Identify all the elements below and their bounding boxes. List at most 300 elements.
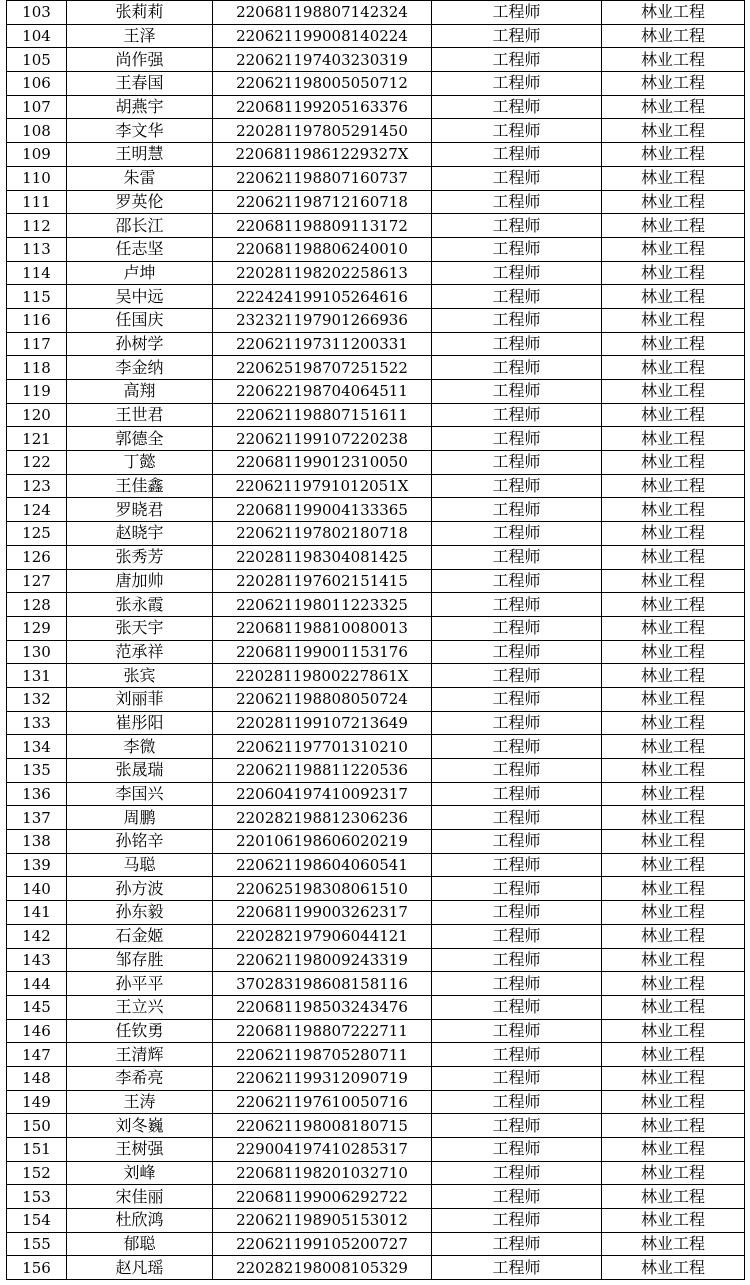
cell-title: 工程师: [432, 616, 602, 640]
cell-id-number: 220621198807160737: [213, 166, 432, 190]
cell-id-number: 220621198905153012: [213, 1209, 432, 1233]
cell-number: 141: [7, 901, 67, 925]
cell-number: 132: [7, 687, 67, 711]
cell-title: 工程师: [432, 143, 602, 167]
cell-number: 111: [7, 190, 67, 214]
cell-id-number: 220681198809113172: [213, 214, 432, 238]
cell-major: 林业工程: [602, 948, 745, 972]
cell-major: 林业工程: [602, 1138, 745, 1162]
table-body: [7, 1, 745, 1280]
cell-number: 117: [7, 332, 67, 356]
table-row: [7, 948, 745, 972]
table-row: [7, 830, 745, 854]
cell-title: 工程师: [432, 806, 602, 830]
cell-major: 林业工程: [602, 1043, 745, 1067]
cell-title: 工程师: [432, 640, 602, 664]
cell-name: 王佳鑫: [67, 474, 213, 498]
cell-id-number: 220681199003262317: [213, 901, 432, 925]
table-row: [7, 711, 745, 735]
cell-major: 林业工程: [602, 640, 745, 664]
cell-name: 李微: [67, 735, 213, 759]
cell-name: 孙方波: [67, 877, 213, 901]
cell-title: 工程师: [432, 1114, 602, 1138]
cell-name: 赵晓宇: [67, 522, 213, 546]
cell-number: 120: [7, 403, 67, 427]
cell-number: 121: [7, 427, 67, 451]
cell-number: 156: [7, 1256, 67, 1280]
table-row: [7, 380, 745, 404]
cell-title: 工程师: [432, 901, 602, 925]
cell-number: 130: [7, 640, 67, 664]
cell-name: 张天宇: [67, 616, 213, 640]
table-row: [7, 143, 745, 167]
cell-number: 124: [7, 498, 67, 522]
cell-title: 工程师: [432, 924, 602, 948]
cell-title: 工程师: [432, 593, 602, 617]
cell-id-number: 22062119791012051X: [213, 474, 432, 498]
cell-title: 工程师: [432, 427, 602, 451]
cell-title: 工程师: [432, 190, 602, 214]
cell-major: 林业工程: [602, 593, 745, 617]
table-row: [7, 237, 745, 261]
cell-major: 林业工程: [602, 877, 745, 901]
cell-number: 127: [7, 569, 67, 593]
cell-id-number: 220621197610050716: [213, 1090, 432, 1114]
table-row: [7, 72, 745, 96]
table-row: [7, 616, 745, 640]
cell-title: 工程师: [432, 830, 602, 854]
table-row: [7, 782, 745, 806]
cell-name: 张莉莉: [67, 1, 213, 25]
cell-name: 唐加帅: [67, 569, 213, 593]
table-row: [7, 1209, 745, 1233]
cell-number: 125: [7, 522, 67, 546]
table-row: [7, 1256, 745, 1280]
table-row: [7, 451, 745, 475]
cell-title: 工程师: [432, 285, 602, 309]
cell-title: 工程师: [432, 403, 602, 427]
cell-major: 林业工程: [602, 237, 745, 261]
cell-name: 邹存胜: [67, 948, 213, 972]
cell-title: 工程师: [432, 356, 602, 380]
cell-major: 林业工程: [602, 166, 745, 190]
cell-number: 118: [7, 356, 67, 380]
table-row: [7, 308, 745, 332]
table-row: [7, 901, 745, 925]
cell-title: 工程师: [432, 166, 602, 190]
table-row: [7, 877, 745, 901]
table-row: [7, 1161, 745, 1185]
cell-name: 刘丽菲: [67, 687, 213, 711]
cell-title: 工程师: [432, 72, 602, 96]
cell-name: 罗英伦: [67, 190, 213, 214]
cell-id-number: 220681198807142324: [213, 1, 432, 25]
table-row: [7, 1, 745, 25]
table-row: [7, 522, 745, 546]
cell-major: 林业工程: [602, 1161, 745, 1185]
cell-id-number: 220622198704064511: [213, 380, 432, 404]
table-row: [7, 1232, 745, 1256]
cell-number: 154: [7, 1209, 67, 1233]
cell-id-number: 220621198712160718: [213, 190, 432, 214]
cell-name: 范承祥: [67, 640, 213, 664]
cell-title: 工程师: [432, 1161, 602, 1185]
cell-title: 工程师: [432, 522, 602, 546]
cell-id-number: 220282198008105329: [213, 1256, 432, 1280]
cell-major: 林业工程: [602, 853, 745, 877]
cell-id-number: 220106198606020219: [213, 830, 432, 854]
cell-number: 152: [7, 1161, 67, 1185]
cell-id-number: 220621198808050724: [213, 687, 432, 711]
cell-major: 林业工程: [602, 451, 745, 475]
cell-major: 林业工程: [602, 664, 745, 688]
cell-title: 工程师: [432, 498, 602, 522]
cell-id-number: 229004197410285317: [213, 1138, 432, 1162]
cell-major: 林业工程: [602, 356, 745, 380]
cell-title: 工程师: [432, 451, 602, 475]
cell-major: 林业工程: [602, 190, 745, 214]
cell-name: 李文华: [67, 119, 213, 143]
cell-id-number: 220281197602151415: [213, 569, 432, 593]
cell-name: 张秀芳: [67, 545, 213, 569]
cell-name: 孙树学: [67, 332, 213, 356]
cell-name: 王泽: [67, 24, 213, 48]
cell-id-number: 220621199312090719: [213, 1066, 432, 1090]
cell-number: 153: [7, 1185, 67, 1209]
table-row: [7, 569, 745, 593]
cell-title: 工程师: [432, 1256, 602, 1280]
cell-number: 106: [7, 72, 67, 96]
cell-major: 林业工程: [602, 759, 745, 783]
cell-number: 138: [7, 830, 67, 854]
cell-major: 林业工程: [602, 569, 745, 593]
cell-number: 149: [7, 1090, 67, 1114]
cell-title: 工程师: [432, 214, 602, 238]
cell-id-number: 220681198806240010: [213, 237, 432, 261]
cell-title: 工程师: [432, 759, 602, 783]
cell-number: 143: [7, 948, 67, 972]
cell-number: 113: [7, 237, 67, 261]
cell-id-number: 220681199205163376: [213, 95, 432, 119]
cell-number: 126: [7, 545, 67, 569]
table-row: [7, 356, 745, 380]
cell-number: 119: [7, 380, 67, 404]
cell-major: 林业工程: [602, 711, 745, 735]
table-row: [7, 664, 745, 688]
cell-title: 工程师: [432, 1138, 602, 1162]
cell-major: 林业工程: [602, 214, 745, 238]
cell-title: 工程师: [432, 948, 602, 972]
cell-id-number: 220681198810080013: [213, 616, 432, 640]
cell-title: 工程师: [432, 735, 602, 759]
cell-number: 147: [7, 1043, 67, 1067]
cell-name: 王春国: [67, 72, 213, 96]
cell-number: 122: [7, 451, 67, 475]
table-row: [7, 972, 745, 996]
cell-major: 林业工程: [602, 687, 745, 711]
cell-id-number: 220621198807151611: [213, 403, 432, 427]
cell-id-number: 220681199004133365: [213, 498, 432, 522]
table-row: [7, 759, 745, 783]
cell-title: 工程师: [432, 972, 602, 996]
cell-title: 工程师: [432, 711, 602, 735]
cell-name: 周鹏: [67, 806, 213, 830]
table-row: [7, 806, 745, 830]
table-row: [7, 427, 745, 451]
cell-id-number: 220621198008180715: [213, 1114, 432, 1138]
cell-title: 工程师: [432, 782, 602, 806]
cell-title: 工程师: [432, 308, 602, 332]
table-row: [7, 1019, 745, 1043]
cell-major: 林业工程: [602, 522, 745, 546]
cell-name: 高翔: [67, 380, 213, 404]
table-row: [7, 640, 745, 664]
table-row: [7, 24, 745, 48]
cell-name: 张晟瑞: [67, 759, 213, 783]
cell-id-number: 220621198011223325: [213, 593, 432, 617]
cell-number: 129: [7, 616, 67, 640]
table-row: [7, 166, 745, 190]
cell-id-number: 220621198604060541: [213, 853, 432, 877]
cell-major: 林业工程: [602, 924, 745, 948]
cell-major: 林业工程: [602, 1114, 745, 1138]
cell-id-number: 220281198304081425: [213, 545, 432, 569]
cell-number: 105: [7, 48, 67, 72]
cell-number: 123: [7, 474, 67, 498]
cell-name: 张永霞: [67, 593, 213, 617]
cell-name: 李希亮: [67, 1066, 213, 1090]
cell-major: 林业工程: [602, 285, 745, 309]
cell-name: 杜欣鸿: [67, 1209, 213, 1233]
table-row: [7, 214, 745, 238]
cell-number: 135: [7, 759, 67, 783]
cell-name: 任钦勇: [67, 1019, 213, 1043]
cell-id-number: 220621197403230319: [213, 48, 432, 72]
table-row: [7, 474, 745, 498]
cell-number: 104: [7, 24, 67, 48]
cell-number: 145: [7, 995, 67, 1019]
cell-number: 116: [7, 308, 67, 332]
cell-major: 林业工程: [602, 1185, 745, 1209]
cell-major: 林业工程: [602, 261, 745, 285]
cell-title: 工程师: [432, 95, 602, 119]
cell-id-number: 220681198503243476: [213, 995, 432, 1019]
cell-title: 工程师: [432, 664, 602, 688]
table-row: [7, 285, 745, 309]
cell-name: 宋佳丽: [67, 1185, 213, 1209]
cell-major: 林业工程: [602, 972, 745, 996]
cell-id-number: 220604197410092317: [213, 782, 432, 806]
cell-title: 工程师: [432, 1185, 602, 1209]
cell-id-number: 220621198005050712: [213, 72, 432, 96]
cell-title: 工程师: [432, 261, 602, 285]
cell-id-number: 220621198811220536: [213, 759, 432, 783]
cell-major: 林业工程: [602, 48, 745, 72]
cell-number: 107: [7, 95, 67, 119]
cell-name: 李金纳: [67, 356, 213, 380]
table-row: [7, 119, 745, 143]
cell-number: 128: [7, 593, 67, 617]
cell-name: 王立兴: [67, 995, 213, 1019]
cell-id-number: 220282198812306236: [213, 806, 432, 830]
cell-title: 工程师: [432, 1232, 602, 1256]
table-row: [7, 735, 745, 759]
table-row: [7, 924, 745, 948]
table-row: [7, 853, 745, 877]
table-row: [7, 190, 745, 214]
cell-id-number: 22028119800227861X: [213, 664, 432, 688]
cell-id-number: 232321197901266936: [213, 308, 432, 332]
cell-name: 王清辉: [67, 1043, 213, 1067]
cell-title: 工程师: [432, 48, 602, 72]
table-row: [7, 498, 745, 522]
cell-major: 林业工程: [602, 1, 745, 25]
cell-title: 工程师: [432, 1019, 602, 1043]
cell-name: 任志坚: [67, 237, 213, 261]
cell-title: 工程师: [432, 1090, 602, 1114]
cell-number: 150: [7, 1114, 67, 1138]
cell-id-number: 220681199012310050: [213, 451, 432, 475]
cell-major: 林业工程: [602, 806, 745, 830]
cell-name: 王涛: [67, 1090, 213, 1114]
cell-id-number: 220621197802180718: [213, 522, 432, 546]
table-row: [7, 593, 745, 617]
cell-title: 工程师: [432, 1209, 602, 1233]
cell-title: 工程师: [432, 853, 602, 877]
cell-major: 林业工程: [602, 95, 745, 119]
cell-name: 崔彤阳: [67, 711, 213, 735]
cell-title: 工程师: [432, 545, 602, 569]
cell-name: 郁聪: [67, 1232, 213, 1256]
cell-number: 133: [7, 711, 67, 735]
table-row: [7, 1066, 745, 1090]
cell-title: 工程师: [432, 1, 602, 25]
cell-major: 林业工程: [602, 332, 745, 356]
cell-major: 林业工程: [602, 545, 745, 569]
cell-name: 张宾: [67, 664, 213, 688]
cell-id-number: 220681199006292722: [213, 1185, 432, 1209]
cell-number: 136: [7, 782, 67, 806]
cell-number: 137: [7, 806, 67, 830]
table-row: [7, 403, 745, 427]
cell-id-number: 220621199107220238: [213, 427, 432, 451]
cell-number: 110: [7, 166, 67, 190]
cell-title: 工程师: [432, 380, 602, 404]
cell-name: 王世君: [67, 403, 213, 427]
cell-major: 林业工程: [602, 72, 745, 96]
cell-number: 114: [7, 261, 67, 285]
cell-major: 林业工程: [602, 782, 745, 806]
cell-major: 林业工程: [602, 380, 745, 404]
cell-major: 林业工程: [602, 901, 745, 925]
cell-name: 赵凡瑶: [67, 1256, 213, 1280]
cell-id-number: 220621198009243319: [213, 948, 432, 972]
cell-number: 108: [7, 119, 67, 143]
table-row: [7, 1185, 745, 1209]
cell-title: 工程师: [432, 877, 602, 901]
cell-id-number: 220681198201032710: [213, 1161, 432, 1185]
table-row: [7, 95, 745, 119]
cell-title: 工程师: [432, 332, 602, 356]
cell-id-number: 220281199107213649: [213, 711, 432, 735]
cell-title: 工程师: [432, 474, 602, 498]
cell-major: 林业工程: [602, 1209, 745, 1233]
cell-name: 刘峰: [67, 1161, 213, 1185]
cell-id-number: 220681199001153176: [213, 640, 432, 664]
table-row: [7, 545, 745, 569]
cell-name: 孙东毅: [67, 901, 213, 925]
cell-title: 工程师: [432, 1066, 602, 1090]
cell-name: 李国兴: [67, 782, 213, 806]
cell-number: 134: [7, 735, 67, 759]
table-row: [7, 261, 745, 285]
cell-number: 140: [7, 877, 67, 901]
cell-title: 工程师: [432, 119, 602, 143]
cell-major: 林业工程: [602, 474, 745, 498]
cell-id-number: 22068119861229327X: [213, 143, 432, 167]
cell-major: 林业工程: [602, 24, 745, 48]
cell-number: 151: [7, 1138, 67, 1162]
cell-major: 林业工程: [602, 735, 745, 759]
cell-name: 石金姬: [67, 924, 213, 948]
cell-number: 115: [7, 285, 67, 309]
cell-major: 林业工程: [602, 119, 745, 143]
cell-id-number: 370283198608158116: [213, 972, 432, 996]
cell-name: 郭德全: [67, 427, 213, 451]
cell-name: 丁懿: [67, 451, 213, 475]
cell-name: 王明慧: [67, 143, 213, 167]
cell-major: 林业工程: [602, 830, 745, 854]
cell-title: 工程师: [432, 237, 602, 261]
cell-number: 144: [7, 972, 67, 996]
cell-major: 林业工程: [602, 427, 745, 451]
cell-number: 103: [7, 1, 67, 25]
table-row: [7, 687, 745, 711]
cell-number: 131: [7, 664, 67, 688]
cell-name: 孙平平: [67, 972, 213, 996]
cell-name: 胡燕宇: [67, 95, 213, 119]
cell-major: 林业工程: [602, 1019, 745, 1043]
cell-title: 工程师: [432, 24, 602, 48]
table-row: [7, 332, 745, 356]
cell-number: 109: [7, 143, 67, 167]
cell-id-number: 220621198705280711: [213, 1043, 432, 1067]
personnel-table: [6, 0, 745, 1280]
cell-number: 112: [7, 214, 67, 238]
cell-major: 林业工程: [602, 1232, 745, 1256]
cell-number: 146: [7, 1019, 67, 1043]
table-row: [7, 995, 745, 1019]
cell-major: 林业工程: [602, 616, 745, 640]
cell-title: 工程师: [432, 687, 602, 711]
table-row: [7, 48, 745, 72]
cell-id-number: 220625198707251522: [213, 356, 432, 380]
cell-major: 林业工程: [602, 308, 745, 332]
cell-major: 林业工程: [602, 1066, 745, 1090]
cell-id-number: 220621199105200727: [213, 1232, 432, 1256]
cell-id-number: 222424199105264616: [213, 285, 432, 309]
cell-id-number: 220621197311200331: [213, 332, 432, 356]
cell-title: 工程师: [432, 1043, 602, 1067]
cell-title: 工程师: [432, 569, 602, 593]
cell-major: 林业工程: [602, 1090, 745, 1114]
cell-major: 林业工程: [602, 995, 745, 1019]
cell-major: 林业工程: [602, 498, 745, 522]
cell-id-number: 220281198202258613: [213, 261, 432, 285]
cell-name: 王树强: [67, 1138, 213, 1162]
table-row: [7, 1090, 745, 1114]
cell-number: 139: [7, 853, 67, 877]
